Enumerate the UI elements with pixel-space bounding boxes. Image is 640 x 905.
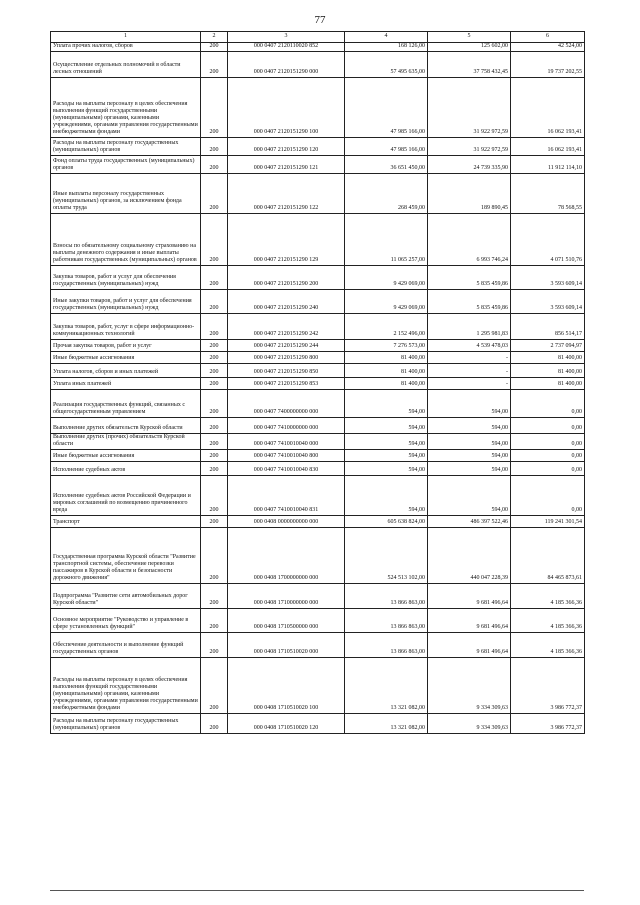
cell-approved: 594,00 — [345, 462, 428, 476]
table-row — [51, 266, 585, 290]
header-cell: 5 — [428, 32, 511, 43]
cell-admin-code: 200 — [201, 52, 228, 78]
cell-budget-code: 000 0407 2120151290 120 — [228, 138, 345, 156]
cell-approved: 13 321 082,00 — [345, 658, 428, 714]
cell-admin-code: 200 — [201, 609, 228, 633]
cell-unexecuted: 856 514,17 — [511, 314, 585, 340]
cell-budget-code: 000 0408 1710510020 100 — [228, 658, 345, 714]
page-number: 77 — [314, 14, 326, 26]
cell-approved: 13 866 863,00 — [345, 584, 428, 609]
cell-unexecuted: 0,00 — [511, 450, 585, 462]
cell-budget-code: 000 0408 1710500000 000 — [228, 609, 345, 633]
cell-approved: 594,00 — [345, 418, 428, 434]
table-row — [51, 52, 585, 78]
table-row — [51, 314, 585, 340]
table-row — [51, 658, 585, 714]
table-row — [51, 352, 585, 364]
cell-approved: 9 429 069,00 — [345, 290, 428, 314]
cell-unexecuted: 4 185 366,36 — [511, 609, 585, 633]
cell-admin-code: 200 — [201, 516, 228, 528]
cell-approved: 81 400,00 — [345, 352, 428, 364]
cell-budget-code: 000 0407 7400000000 000 — [228, 390, 345, 418]
cell-admin-code: 200 — [201, 340, 228, 352]
cell-unexecuted: 84 465 873,61 — [511, 528, 585, 584]
header-cell: 4 — [345, 32, 428, 43]
cell-budget-code: 000 0407 7410000000 000 — [228, 418, 345, 434]
cell-name: Осуществление отдельных полномочий в области лесных отношений — [51, 52, 201, 78]
cell-budget-code: 000 0407 2120151290 800 — [228, 352, 345, 364]
cell-admin-code: 200 — [201, 476, 228, 516]
cell-name: Уплата налогов, сборов и иных платежей — [51, 364, 201, 378]
cell-executed: 9 681 496,64 — [428, 584, 511, 609]
cell-name: Иные выплаты персоналу государственных (муниципальных) органов, за исключением фонда оплаты труда — [51, 174, 201, 214]
cell-executed: 5 835 459,86 — [428, 290, 511, 314]
cell-budget-code: 000 0407 2120151290 242 — [228, 314, 345, 340]
cell-budget-code: 000 0407 2120151290 200 — [228, 266, 345, 290]
cell-approved: 13 866 863,00 — [345, 633, 428, 658]
cell-unexecuted: 4 071 510,76 — [511, 214, 585, 266]
cell-name: Исполнение судебных актов — [51, 462, 201, 476]
cell-unexecuted: 4 185 366,36 — [511, 584, 585, 609]
cell-admin-code: 200 — [201, 266, 228, 290]
table-row — [51, 174, 585, 214]
cell-admin-code: 200 — [201, 364, 228, 378]
cell-admin-code: 200 — [201, 390, 228, 418]
cell-admin-code: 200 — [201, 352, 228, 364]
cell-budget-code: 000 0408 1710510020 000 — [228, 633, 345, 658]
cell-approved: 268 459,00 — [345, 174, 428, 214]
cell-approved: 81 400,00 — [345, 364, 428, 378]
cell-approved: 7 276 573,00 — [345, 340, 428, 352]
cell-executed: 125 602,00 — [428, 43, 511, 52]
cell-approved: 594,00 — [345, 476, 428, 516]
cell-admin-code: 200 — [201, 418, 228, 434]
cell-name: Исполнение судебных актов Российской Федерации и мировых соглашений по возмещению причиненного вреда — [51, 476, 201, 516]
cell-budget-code: 000 0407 7410010040 800 — [228, 450, 345, 462]
cell-approved: 2 152 496,00 — [345, 314, 428, 340]
cell-executed: 31 922 972,59 — [428, 138, 511, 156]
table-row — [51, 528, 585, 584]
cell-unexecuted: 3 986 772,37 — [511, 658, 585, 714]
table-row — [51, 434, 585, 450]
cell-budget-code: 000 0407 2120151290 000 — [228, 52, 345, 78]
budget-table — [50, 31, 585, 734]
cell-executed: 9 334 309,63 — [428, 714, 511, 734]
cell-admin-code: 200 — [201, 714, 228, 734]
table-row — [51, 516, 585, 528]
cell-admin-code: 200 — [201, 314, 228, 340]
cell-executed: 31 922 972,59 — [428, 78, 511, 138]
cell-approved: 13 866 863,00 — [345, 609, 428, 633]
cell-admin-code: 200 — [201, 378, 228, 390]
cell-budget-code: 000 0407 2120151290 244 — [228, 340, 345, 352]
cell-admin-code: 200 — [201, 78, 228, 138]
cell-approved: 36 651 450,00 — [345, 156, 428, 174]
cell-unexecuted: 119 241 301,54 — [511, 516, 585, 528]
cell-approved: 57 495 635,00 — [345, 52, 428, 78]
cell-unexecuted: 19 737 202,55 — [511, 52, 585, 78]
cell-name: Реализация государственных функций, связанных с общегосударственным управлением — [51, 390, 201, 418]
cell-executed: 594,00 — [428, 418, 511, 434]
cell-executed: 1 295 981,83 — [428, 314, 511, 340]
cell-approved: 47 985 166,00 — [345, 138, 428, 156]
cell-unexecuted: 78 568,55 — [511, 174, 585, 214]
cell-approved: 11 065 257,00 — [345, 214, 428, 266]
cell-name: Прочая закупка товаров, работ и услуг — [51, 340, 201, 352]
table-row — [51, 418, 585, 434]
cell-budget-code: 000 0408 1710000000 000 — [228, 584, 345, 609]
cell-unexecuted: 16 062 193,41 — [511, 78, 585, 138]
cell-admin-code: 200 — [201, 462, 228, 476]
header-cell: 6 — [511, 32, 585, 43]
cell-executed: 594,00 — [428, 450, 511, 462]
cell-approved: 605 638 824,00 — [345, 516, 428, 528]
cell-name: Подпрограмма "Развитие сети автомобильных дорог Курской области" — [51, 584, 201, 609]
cell-budget-code: 000 0407 2120151290 100 — [228, 78, 345, 138]
cell-executed: - — [428, 364, 511, 378]
cell-admin-code: 200 — [201, 528, 228, 584]
table-row — [51, 450, 585, 462]
cell-unexecuted: 16 062 193,41 — [511, 138, 585, 156]
cell-executed: 440 047 228,39 — [428, 528, 511, 584]
cell-unexecuted: 0,00 — [511, 462, 585, 476]
cell-executed: 594,00 — [428, 434, 511, 450]
cell-unexecuted: 81 400,00 — [511, 364, 585, 378]
cell-approved: 13 321 082,00 — [345, 714, 428, 734]
cell-unexecuted: 81 400,00 — [511, 352, 585, 364]
cell-executed: 594,00 — [428, 462, 511, 476]
cell-unexecuted: 0,00 — [511, 434, 585, 450]
cell-unexecuted: 0,00 — [511, 390, 585, 418]
header-cell: 1 — [51, 32, 201, 43]
cell-unexecuted: 3 986 772,37 — [511, 714, 585, 734]
cell-admin-code: 200 — [201, 584, 228, 609]
table-row — [51, 714, 585, 734]
table-row — [51, 290, 585, 314]
cell-approved: 47 985 166,00 — [345, 78, 428, 138]
cell-name: Взносы по обязательному социальному страхованию на выплаты денежного содержания и иные выплаты работникам государственных (муниципальных) органов — [51, 214, 201, 266]
cell-approved: 9 429 069,00 — [345, 266, 428, 290]
table-row — [51, 214, 585, 266]
cell-unexecuted: 11 912 114,10 — [511, 156, 585, 174]
cell-name: Выполнение других (прочих) обязательств Курской области — [51, 434, 201, 450]
cell-budget-code: 000 0407 2120151290 121 — [228, 156, 345, 174]
cell-admin-code: 200 — [201, 138, 228, 156]
table-row — [51, 78, 585, 138]
cell-budget-code: 000 0407 2120151290 122 — [228, 174, 345, 214]
cell-name: Закупка товаров, работ и услуг для обеспечения государственных (муниципальных) нужд — [51, 266, 201, 290]
cell-admin-code: 200 — [201, 43, 228, 52]
cell-name: Закупка товаров, работ, услуг в сфере информационно-коммуникационных технологий — [51, 314, 201, 340]
header-row — [51, 32, 585, 43]
cell-budget-code: 000 0407 7410010040 830 — [228, 462, 345, 476]
cell-unexecuted: 3 593 609,14 — [511, 266, 585, 290]
cell-executed: 37 758 432,45 — [428, 52, 511, 78]
table-row — [51, 378, 585, 390]
table-row — [51, 156, 585, 174]
cell-unexecuted: 2 737 094,97 — [511, 340, 585, 352]
cell-name: Расходы на выплаты персоналу в целях обеспечения выполнения функций государственными (муниципальными) органами, казенными учреждениями, органами управления государственными внебюджетными фондами — [51, 658, 201, 714]
table-row — [51, 476, 585, 516]
cell-admin-code: 200 — [201, 658, 228, 714]
cell-name: Обеспечение деятельности и выполнение функций государственных органов — [51, 633, 201, 658]
cell-admin-code: 200 — [201, 214, 228, 266]
cell-name: Иные бюджетные ассигнования — [51, 352, 201, 364]
cell-approved: 594,00 — [345, 390, 428, 418]
cell-name: Транспорт — [51, 516, 201, 528]
cell-name: Государственная программа Курской области "Развитие транспортной системы, обеспечение перевозки пассажиров в Курской области и безопасности дорожного движения" — [51, 528, 201, 584]
cell-name: Основное мероприятие "Руководство и управление в сфере установленных функций" — [51, 609, 201, 633]
cell-approved: 524 513 102,00 — [345, 528, 428, 584]
cell-budget-code: 000 0407 2120110020 852 — [228, 43, 345, 52]
cell-executed: 9 334 309,63 — [428, 658, 511, 714]
cell-admin-code: 200 — [201, 434, 228, 450]
cell-executed: - — [428, 352, 511, 364]
cell-name: Уплата иных платежей — [51, 378, 201, 390]
cell-admin-code: 200 — [201, 290, 228, 314]
header-cell: 2 — [201, 32, 228, 43]
cell-name: Иные бюджетные ассигнования — [51, 450, 201, 462]
cell-unexecuted: 4 185 366,36 — [511, 633, 585, 658]
table-row — [51, 584, 585, 609]
cell-name: Выполнение других обязательств Курской области — [51, 418, 201, 434]
cell-budget-code: 000 0408 1700000000 000 — [228, 528, 345, 584]
cell-executed: 594,00 — [428, 390, 511, 418]
cell-approved: 81 400,00 — [345, 378, 428, 390]
cell-name: Расходы на выплаты персоналу государственных (муниципальных) органов — [51, 138, 201, 156]
cell-budget-code: 000 0407 2120151290 129 — [228, 214, 345, 266]
cell-unexecuted: 81 400,00 — [511, 378, 585, 390]
footer-divider — [50, 890, 584, 891]
cell-budget-code: 000 0408 0000000000 000 — [228, 516, 345, 528]
table-row — [51, 43, 585, 52]
table-row — [51, 138, 585, 156]
cell-budget-code: 000 0407 7410010040 831 — [228, 476, 345, 516]
cell-executed: 594,00 — [428, 476, 511, 516]
cell-executed: 5 835 459,86 — [428, 266, 511, 290]
cell-executed: 486 397 522,46 — [428, 516, 511, 528]
table-row — [51, 340, 585, 352]
table-row — [51, 364, 585, 378]
cell-budget-code: 000 0408 1710510020 120 — [228, 714, 345, 734]
cell-executed: 24 739 335,90 — [428, 156, 511, 174]
cell-name: Уплата прочих налогов, сборов — [51, 43, 201, 52]
cell-approved: 168 126,00 — [345, 43, 428, 52]
cell-name: Расходы на выплаты персоналу государственных (муниципальных) органов — [51, 714, 201, 734]
cell-name: Иные закупки товаров, работ и услуг для обеспечения государственных (муниципальных) нужд — [51, 290, 201, 314]
cell-admin-code: 200 — [201, 156, 228, 174]
table-row — [51, 609, 585, 633]
cell-executed: - — [428, 378, 511, 390]
cell-unexecuted: 3 593 609,14 — [511, 290, 585, 314]
cell-unexecuted: 42 524,00 — [511, 43, 585, 52]
cell-approved: 594,00 — [345, 434, 428, 450]
cell-executed: 4 539 478,03 — [428, 340, 511, 352]
cell-admin-code: 200 — [201, 174, 228, 214]
cell-budget-code: 000 0407 2120151290 853 — [228, 378, 345, 390]
cell-admin-code: 200 — [201, 450, 228, 462]
table-row — [51, 633, 585, 658]
cell-executed: 9 681 496,64 — [428, 609, 511, 633]
cell-executed: 6 993 746,24 — [428, 214, 511, 266]
cell-executed: 9 681 496,64 — [428, 633, 511, 658]
cell-budget-code: 000 0407 2120151290 240 — [228, 290, 345, 314]
cell-executed: 189 890,45 — [428, 174, 511, 214]
cell-approved: 594,00 — [345, 450, 428, 462]
table-row — [51, 390, 585, 418]
cell-budget-code: 000 0407 2120151290 850 — [228, 364, 345, 378]
cell-name: Фонд оплаты труда государственных (муниципальных) органов — [51, 156, 201, 174]
cell-name: Расходы на выплаты персоналу в целях обеспечения выполнения функций государственными (муниципальными) органами, казенными учреждениями, органами управления государственными внебюджетными фондами — [51, 78, 201, 138]
cell-unexecuted: 0,00 — [511, 476, 585, 516]
table-row — [51, 462, 585, 476]
cell-admin-code: 200 — [201, 633, 228, 658]
cell-budget-code: 000 0407 7410010040 000 — [228, 434, 345, 450]
cell-unexecuted: 0,00 — [511, 418, 585, 434]
header-cell: 3 — [228, 32, 345, 43]
